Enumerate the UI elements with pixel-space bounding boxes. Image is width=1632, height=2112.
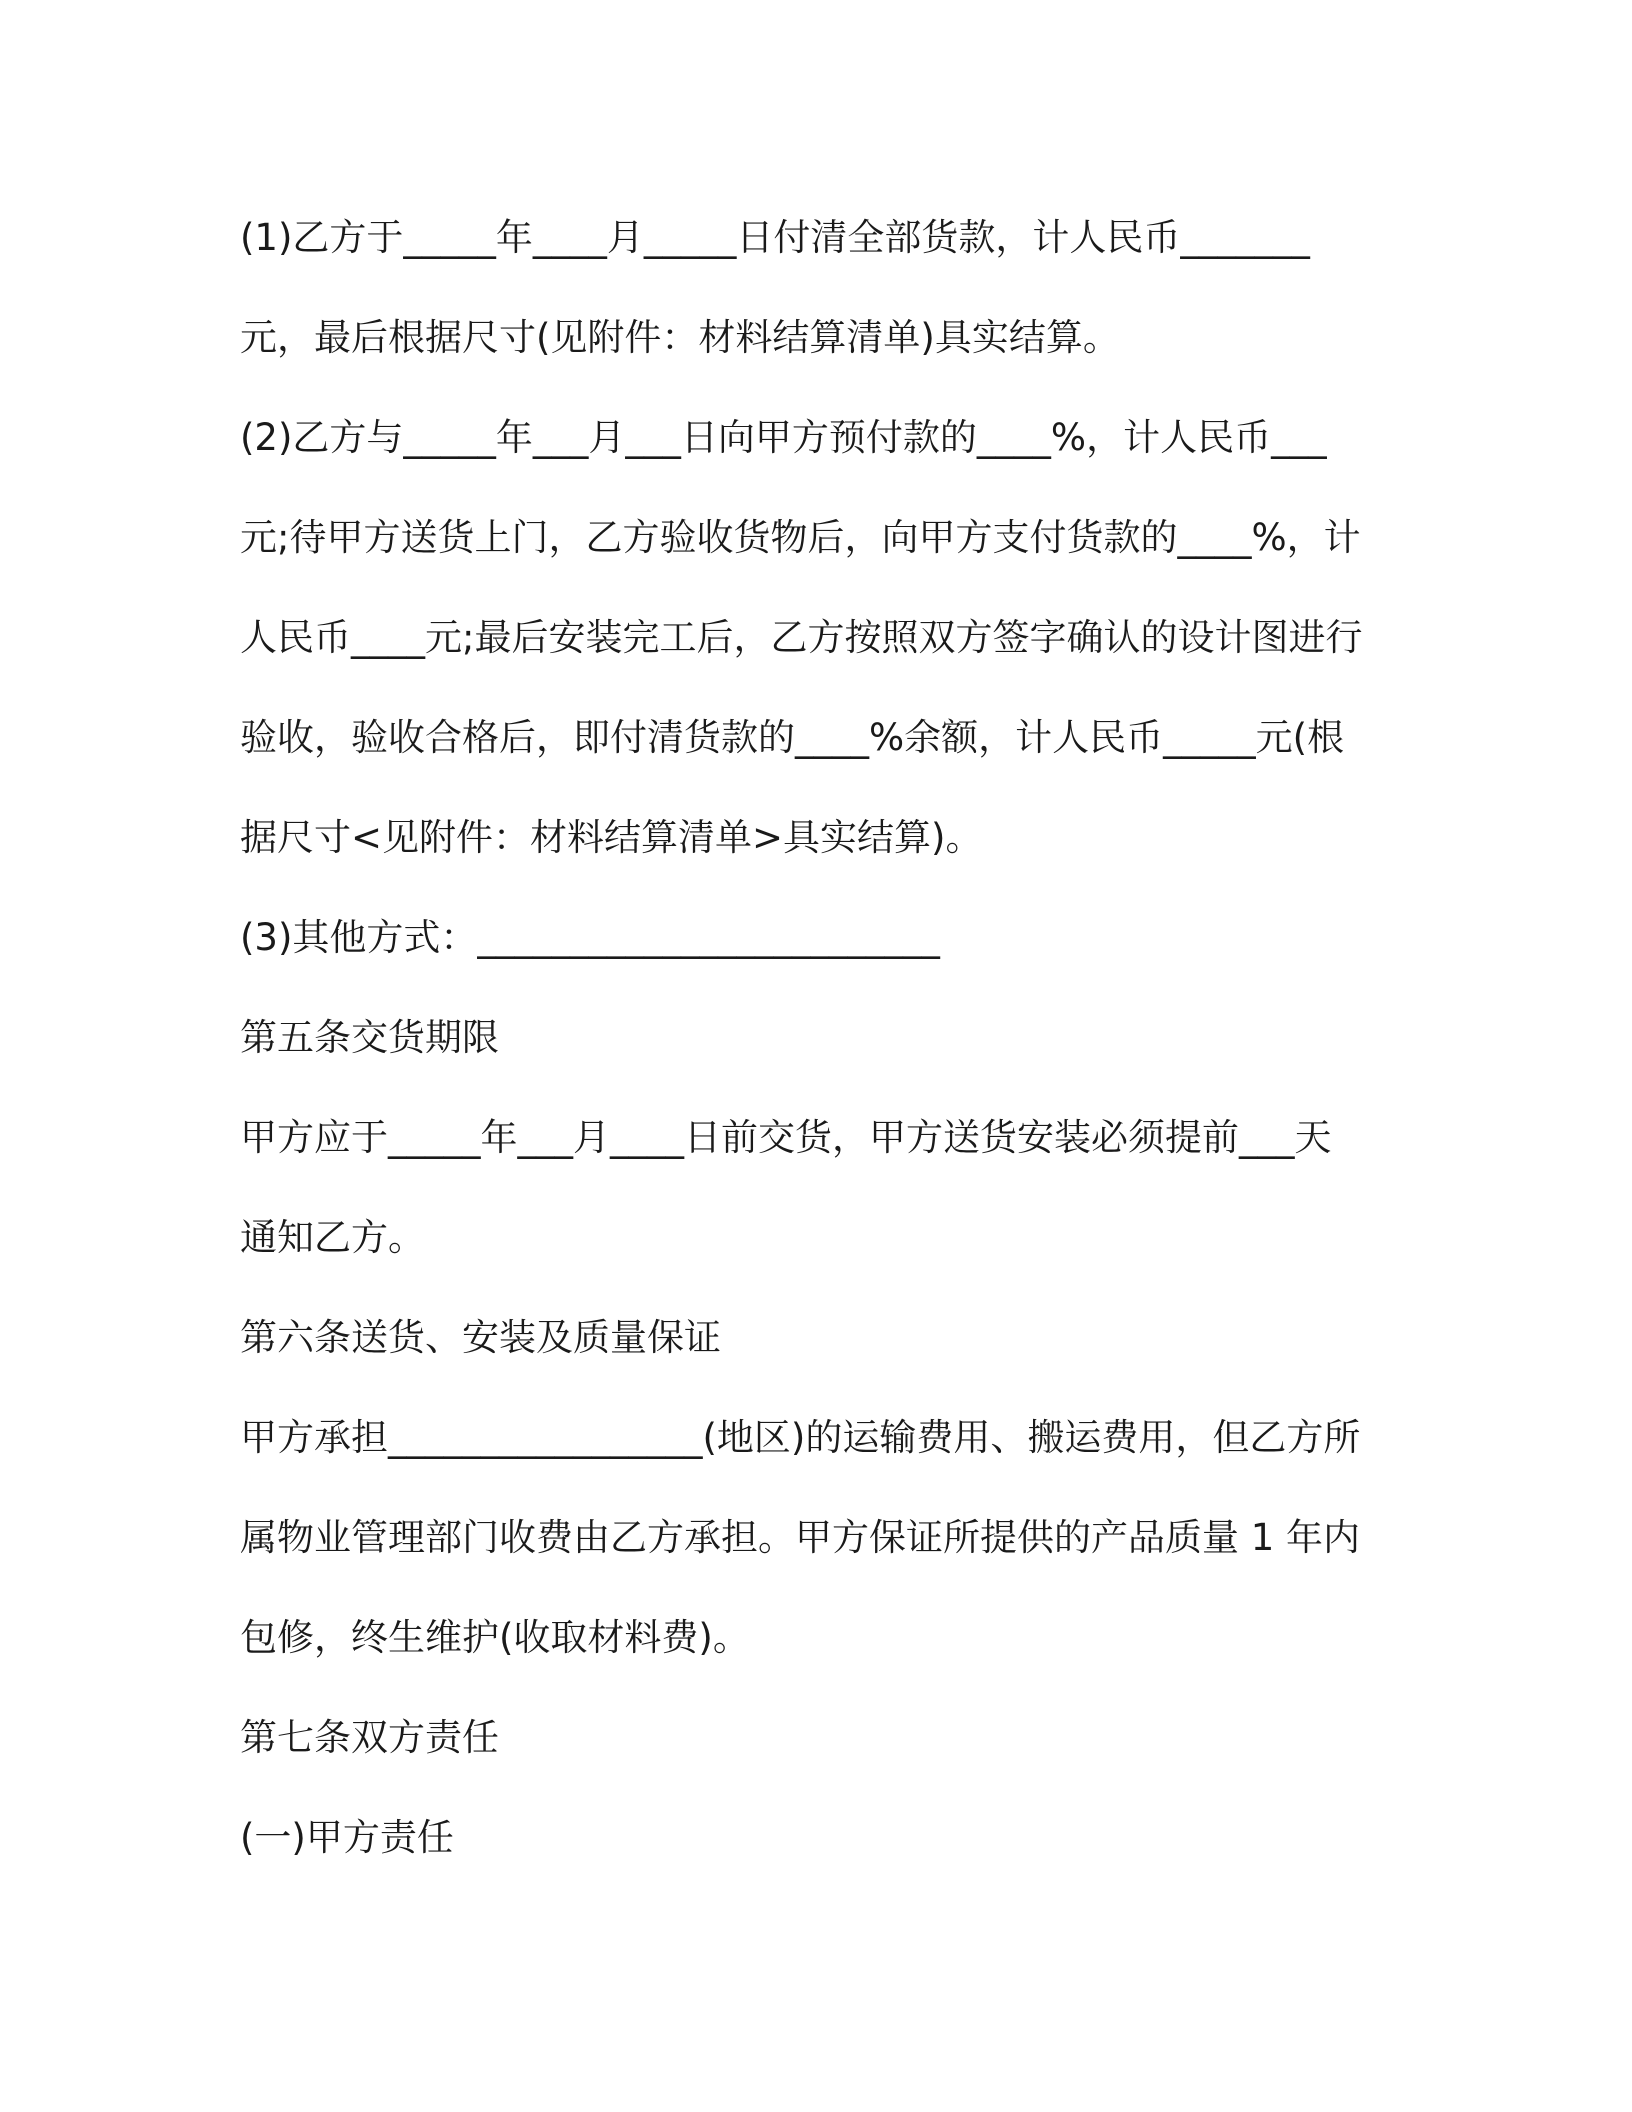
payment-clause-2-line-3: 人民币____元;最后安装完工后，乙方按照双方签字确认的设计图进行 [240, 616, 1363, 659]
payment-clause-3: (3)其他方式：_________________________ [240, 916, 940, 959]
shipping-quality-line-2: 属物业管理部门收费由乙方承担。甲方保证所提供的产品质量 1 年内 [240, 1516, 1361, 1559]
payment-clause-2-line-4: 验收，验收合格后，即付清货款的____%余额，计人民币_____元(根 [240, 716, 1345, 759]
payment-clause-1-line-2: 元，最后根据尺寸(见附件：材料结算清单)具实结算。 [240, 316, 1120, 359]
payment-clause-1-line-1: (1)乙方于_____年____月_____日付清全部货款，计人民币_______ [240, 216, 1310, 259]
article-6-heading: 第六条送货、安装及质量保证 [240, 1316, 721, 1359]
article-5-heading: 第五条交货期限 [240, 1016, 499, 1059]
party-a-responsibility-heading: (一)甲方责任 [240, 1816, 454, 1859]
delivery-term-line-1: 甲方应于_____年___月____日前交货，甲方送货安装必须提前___天 [240, 1116, 1332, 1159]
payment-clause-2-line-5: 据尺寸<见附件：材料结算清单>具实结算)。 [240, 816, 983, 859]
shipping-quality-line-1: 甲方承担_________________(地区)的运输费用、搬运费用，但乙方所 [240, 1416, 1361, 1459]
shipping-quality-line-3: 包修，终生维护(收取材料费)。 [240, 1616, 750, 1659]
payment-clause-2-line-1: (2)乙方与_____年___月___日向甲方预付款的____%，计人民币___ [240, 416, 1327, 459]
payment-clause-2-line-2: 元;待甲方送货上门，乙方验收货物后，向甲方支付货款的____%，计 [240, 516, 1361, 559]
article-7-heading: 第七条双方责任 [240, 1716, 499, 1759]
delivery-term-line-2: 通知乙方。 [240, 1216, 425, 1259]
contract-text [240, 188, 1400, 1888]
